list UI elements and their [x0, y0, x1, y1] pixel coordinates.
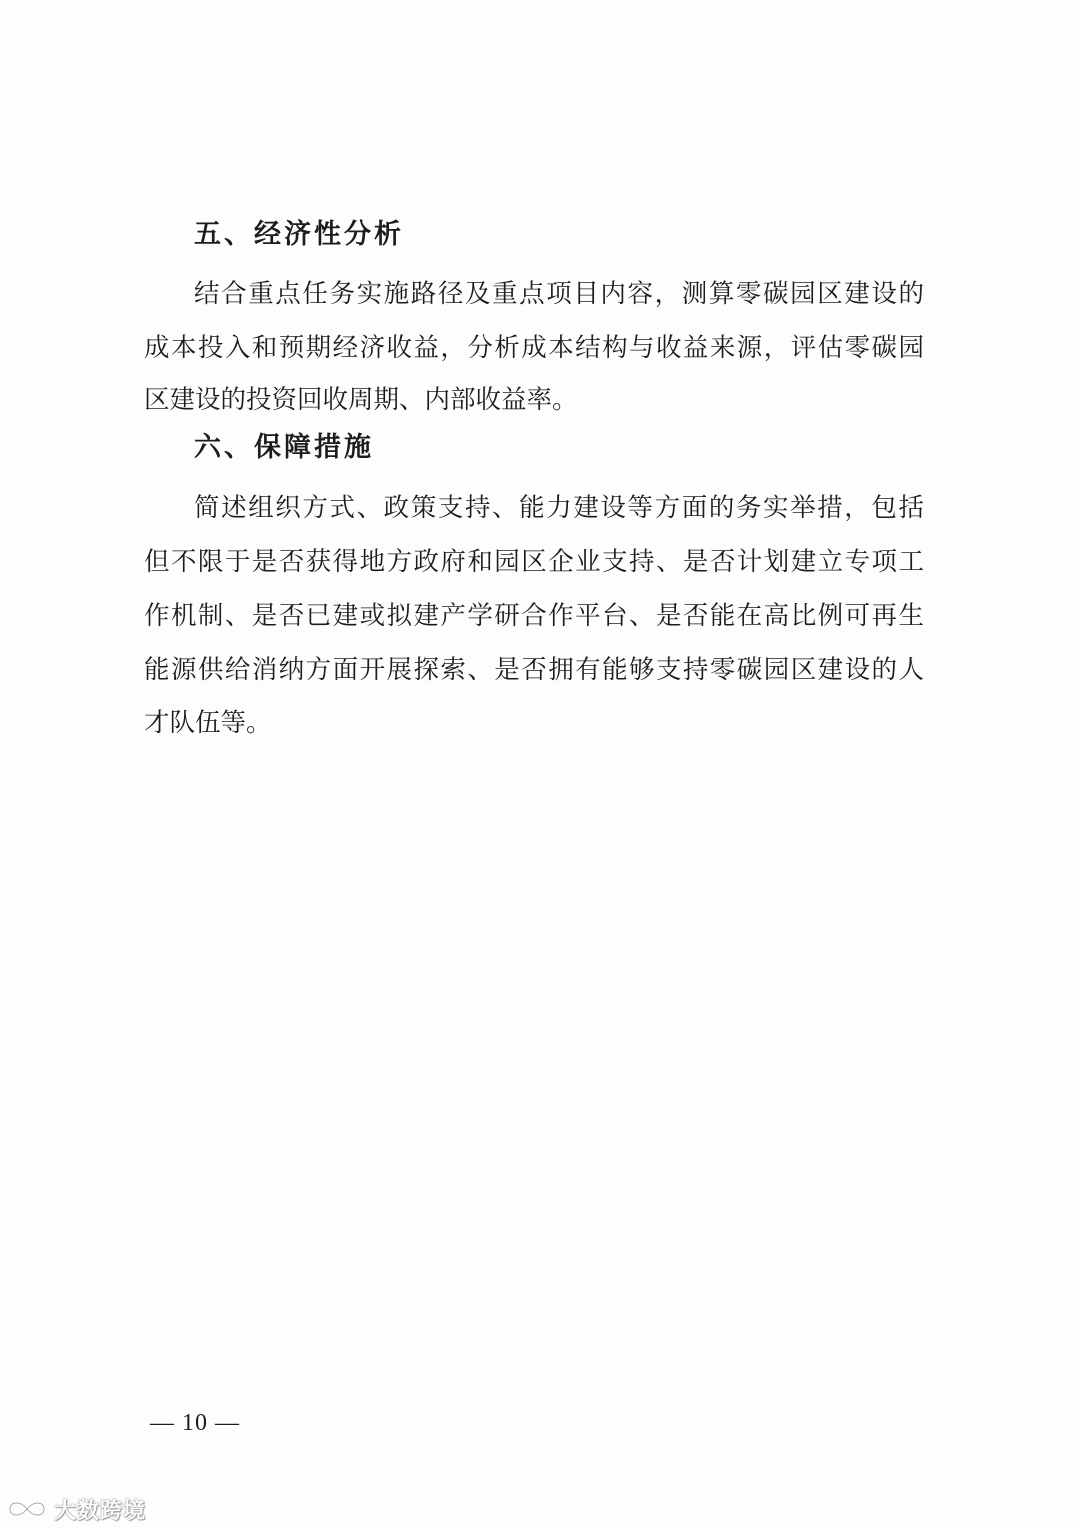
section-5-heading: 五、经济性分析	[194, 219, 404, 250]
section-6-line-3: 作机制、是否已建或拟建产学研合作平台、是否能在高比例可再生	[144, 601, 924, 631]
section-6-heading: 六、保障措施	[194, 432, 374, 463]
section-6-line-4: 能源供给消纳方面开展探索、是否拥有能够支持零碳园区建设的人	[144, 655, 924, 685]
section-5-line-2: 成本投入和预期经济收益，分析成本结构与收益来源，评估零碳园	[144, 333, 924, 363]
infinity-logo-icon	[4, 1496, 50, 1522]
section-6-line-2: 但不限于是否获得地方政府和园区企业支持、是否计划建立专项工	[144, 547, 924, 577]
page-number: — 10 —	[150, 1410, 240, 1436]
section-5-line-3: 区建设的投资回收周期、内部收益率。	[144, 385, 578, 415]
watermark-text: 大数跨境	[54, 1498, 147, 1524]
section-6-line-5: 才队伍等。	[144, 708, 272, 738]
section-6-line-1: 简述组织方式、政策支持、能力建设等方面的务实举措，包括	[194, 493, 924, 523]
watermark	[4, 1494, 146, 1524]
section-5-line-1: 结合重点任务实施路径及重点项目内容，测算零碳园区建设的	[194, 279, 924, 309]
